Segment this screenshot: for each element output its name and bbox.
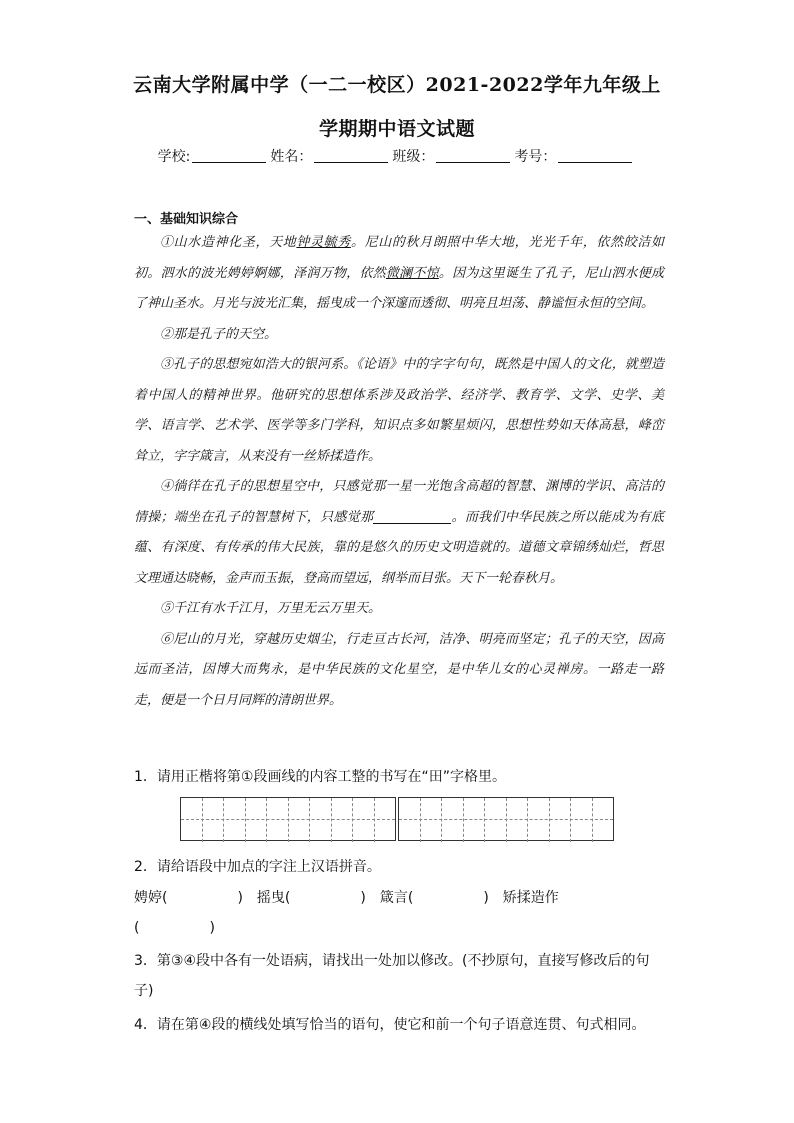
grid-cell [507,798,529,842]
grid-cell [571,798,593,842]
paragraph-4-text-b: 。而我们中华民族之所以能成为有底蕴、有深度、有传承的伟大民族，靠的是悠久的历史文明造就的。道德文章锦绣灿烂，哲思文理通达晓畅，金声而玉振，登高而望远，纲举而目张。天下一轮春秋月。 [134,509,664,586]
paragraph-6: ⑥尼山的月光，穿越历史烟尘，行走亘古长河，洁净、明亮而坚定；孔子的天空，因高远而圣洁，因博大而隽永，是中华民族的文化星空，是中华儿女的心灵禅房。一路走一路走，便是一个日月同辉的清朗世界。 [134,631,664,708]
paragraph-1-text-c: 。因为这里诞生了孔子，尼山泗水便成了神山圣水。月光与波光汇集，摇曳成一个深邃而透彻、明亮且坦荡、静谧恒永恒的空间。 [134,265,664,311]
grid-cell [246,798,268,842]
grid-cell [181,798,203,842]
section-heading: 一、基础知识综合 [134,212,239,227]
pinyin-row [134,883,664,913]
pinyin-row-2 [134,913,664,943]
class-blank[interactable] [436,148,510,163]
question-1: 1．请用正楷将第①段画线的内容工整的书写在“田”字格里。 [134,769,506,785]
grid-cell [485,798,507,842]
name-label: 姓名： [270,149,313,165]
grid-cell [310,798,332,842]
grid-cell [528,798,550,842]
tian-grid[interactable] [180,797,614,841]
pinyin-item-3: ) 箴言( [360,890,414,906]
question-2: 2．请给语段中加点的字注上汉语拼音。 [134,859,381,875]
number-blank[interactable] [558,148,632,163]
underlined-phrase-2: 微澜不惊 [385,265,439,281]
pinyin-item-4-open: ( [134,920,140,936]
student-info-row [0,146,794,166]
grid-cell [289,798,311,842]
pinyin-item-4: ) 矫揉造作 [483,890,559,906]
page-title-line2: 学期期中语文试题 [318,118,475,140]
paragraph-1-text-a: ①山水造神化圣，天地 [160,235,297,250]
paragraph-2: ②那是孔子的天空。 [160,326,278,342]
paragraph-3: ③孔子的思想宛如浩大的银河系。《论语》中的字字句句，既然是中国人的文化，就塑造着中国人的精神世界。他研究的思想体系涉及政治学、经济学、教育学、文学、史学、美学、语言学、艺术学、医学等多门学科，知识点多如繁星烦闪，思想性势如天体高悬，峰峦耸立，字字箴言，从来没有一丝矫揉造作。 [134,357,664,464]
page-title-line1: 云南大学附属中学（一二一校区）2021-2022学年九年级上 [133,74,661,96]
class-label: 班级： [392,149,435,165]
grid-cell [267,798,289,842]
paragraph-1-text-b: 。尼山的秋月朗照中华大地，光光千年，依然皎洁如初。泗水的波光娉婷婀娜，泽润万物，依然 [134,235,664,281]
grid-cell [203,798,225,842]
grid-cell [442,798,464,842]
grid-cell [421,798,443,842]
grid-cell [224,798,246,842]
name-blank[interactable] [314,148,388,163]
fill-in-blank[interactable] [373,509,451,524]
grid-cell [399,798,421,842]
reading-passage [134,228,664,716]
tian-grid-right[interactable] [398,797,614,841]
number-label: 考号： [514,149,557,165]
grid-cell [332,798,354,842]
grid-cell [353,798,375,842]
pinyin-item-4-close: ) [209,920,215,936]
question-3: 3．第③④段中各有一处语病，请找出一处加以修改。(不抄原句，直接写修改后的句子) [134,953,650,999]
paragraph-4 [134,472,664,594]
paragraph-4-text-a: ④徜徉在孔子的思想星空中，只感觉那一星一光饱含高超的智慧、渊博的学识、高洁的情操；端坐在孔子的智慧树下，只感觉那 [134,479,664,525]
paragraph-1 [134,228,664,320]
underlined-phrase-1: 钟灵毓秀 [296,235,351,250]
question-4: 4．请在第④段的横线处填写恰当的语句，使它和前一个句子语意连贯、句式相同。 [134,1017,646,1033]
paragraph-5: ⑤千江有水千江月，万里无云万里天。 [160,601,382,616]
pinyin-item-1: 娉婷( [134,890,168,906]
pinyin-item-2: ) 摇曳( [237,890,291,906]
grid-cell [550,798,572,842]
school-label: 学校: [157,149,191,165]
tian-grid-left[interactable] [180,797,396,841]
school-blank[interactable] [192,148,266,163]
grid-cell [464,798,486,842]
